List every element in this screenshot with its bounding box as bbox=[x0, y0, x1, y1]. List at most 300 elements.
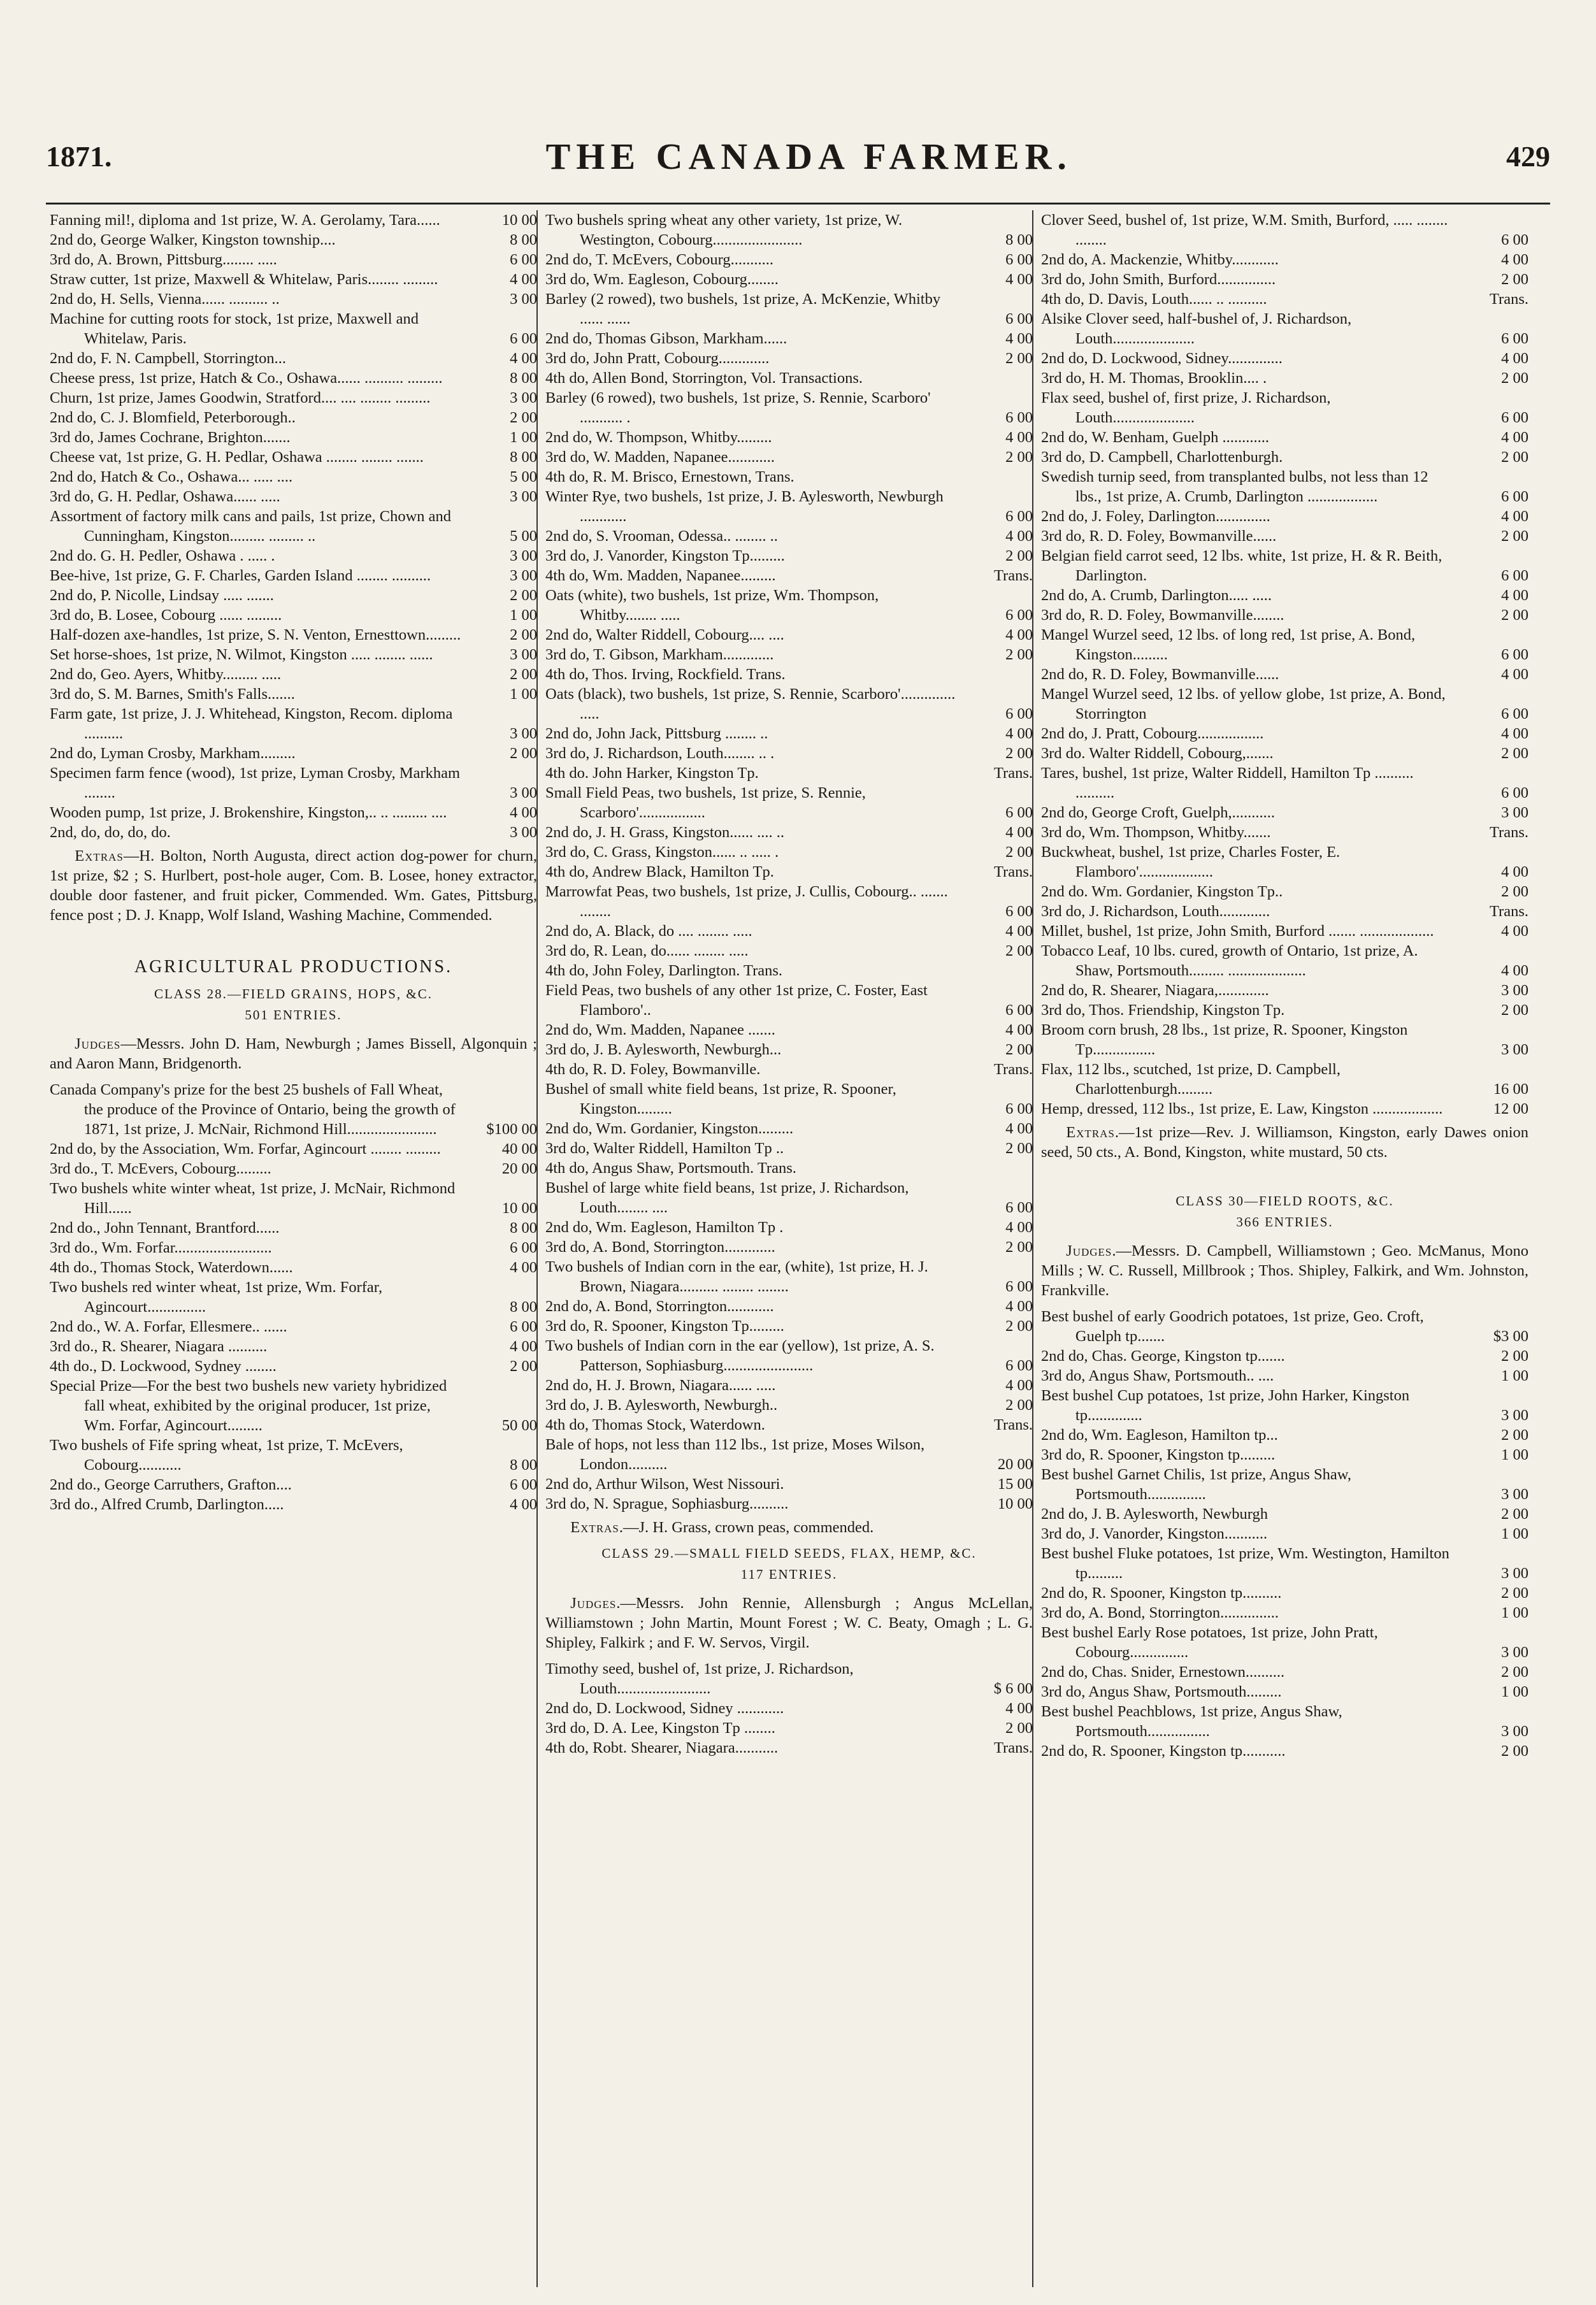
prize-amount: 4 00 bbox=[510, 1338, 537, 1355]
prize-amount: 6 00 bbox=[1005, 310, 1033, 327]
entry-text: Belgian field carrot seed, 12 lbs. white, 1st prize, H. & R. Beith, Darlington. bbox=[1041, 547, 1442, 584]
prize-amount: 2 00 bbox=[1501, 883, 1528, 900]
entry-text: Canada Company's prize for the best 25 bushels of Fall Wheat, the produce of the Province of Ontario, being the growth of 1871, 1st prize, J. McNair, Richmond Hill....................... bbox=[50, 1081, 456, 1138]
prize-amount: 20 00 bbox=[501, 1160, 537, 1177]
lead-in: Judges bbox=[75, 1035, 121, 1052]
prize-amount: 3 00 bbox=[1501, 982, 1528, 999]
prize-entry bbox=[1041, 1307, 1528, 1346]
entry-text: Timothy seed, bushel of, 1st prize, J. Richardson, Louth........................ bbox=[545, 1660, 854, 1697]
prize-amount: 6 00 bbox=[1005, 1100, 1033, 1117]
prize-amount: 4 00 bbox=[1501, 350, 1528, 367]
prize-amount: 4 00 bbox=[510, 804, 537, 821]
entry-text: 3rd do, G. H. Pedlar, Oshawa...... ..... bbox=[50, 488, 280, 505]
prize-entry bbox=[545, 566, 1033, 585]
prize-amount: 6 00 bbox=[1005, 705, 1033, 722]
prize-amount: 6 00 bbox=[1005, 1199, 1033, 1216]
entry-text: 4th do, Wm. Madden, Napanee......... bbox=[545, 567, 776, 584]
prize-amount: Trans. bbox=[993, 1416, 1033, 1433]
prize-entry bbox=[545, 763, 1033, 783]
entry-text: 3rd do., R. Shearer, Niagara .......... bbox=[50, 1338, 268, 1355]
entry-text: 3rd do, D. Campbell, Charlottenburgh. bbox=[1041, 449, 1283, 466]
entry-text: 2nd do, R. D. Foley, Bowmanville...... bbox=[1041, 666, 1279, 683]
prize-entry bbox=[545, 487, 1033, 526]
spacer bbox=[1041, 1168, 1528, 1186]
prize-amount: 2 00 bbox=[1501, 1505, 1528, 1523]
prize-amount: 4 00 bbox=[510, 1496, 537, 1513]
prize-entry bbox=[545, 1237, 1033, 1257]
entry-text: 2nd do, S. Vrooman, Odessa.. ........ .. bbox=[545, 528, 778, 545]
entry-text: 2nd do, George Walker, Kingston township.... bbox=[50, 231, 336, 248]
entry-text: Best bushel Cup potatoes, 1st prize, John Harker, Kingston tp.............. bbox=[1041, 1387, 1410, 1424]
prize-entry bbox=[50, 605, 537, 625]
prize-amount: 1 00 bbox=[510, 607, 537, 624]
prize-entry bbox=[1041, 1020, 1528, 1059]
prize-amount: 1 00 bbox=[1501, 1446, 1528, 1463]
prize-entry bbox=[1041, 743, 1528, 763]
entry-text: 3rd do, R. D. Foley, Bowmanville........ bbox=[1041, 607, 1284, 624]
entry-text: Oats (black), two bushels, 1st prize, S. Rennie, Scarboro'.............. ..... bbox=[545, 686, 956, 722]
entry-text: 3rd do, R. Spooner, Kingston Tp......... bbox=[545, 1318, 784, 1335]
prize-amount: 4 00 bbox=[1005, 725, 1033, 742]
entry-text: 3rd do, Wm. Thompson, Whitby....... bbox=[1041, 824, 1271, 841]
prize-entry bbox=[50, 645, 537, 664]
prize-amount: 3 00 bbox=[510, 488, 537, 505]
prize-amount: 2 00 bbox=[1501, 607, 1528, 624]
entry-text: 4th do. John Harker, Kingston Tp. bbox=[545, 765, 759, 782]
prize-amount: 10 00 bbox=[997, 1495, 1033, 1512]
prize-entry bbox=[50, 585, 537, 605]
prize-entry bbox=[545, 743, 1033, 763]
prize-amount: 6 00 bbox=[1005, 804, 1033, 821]
prize-amount: 4 00 bbox=[1501, 429, 1528, 446]
paragraph bbox=[1041, 1123, 1528, 1162]
entry-text: 4th do, Andrew Black, Hamilton Tp. bbox=[545, 863, 774, 880]
entry-text: Half-dozen axe-handles, 1st prize, S. N. Venton, Ernesttown......... bbox=[50, 626, 461, 643]
prize-entry bbox=[1041, 546, 1528, 585]
entry-text: 2nd do, Hatch & Co., Oshawa... ..... .... bbox=[50, 468, 293, 485]
prize-amount: 8 00 bbox=[510, 1298, 537, 1316]
paragraph-text: .—J. H. Grass, crown peas, commended. bbox=[619, 1519, 874, 1536]
prize-amount: 4 00 bbox=[1005, 1219, 1033, 1236]
prize-entry bbox=[50, 1376, 537, 1435]
prize-entry bbox=[545, 1257, 1033, 1296]
prize-amount: 6 00 bbox=[1501, 409, 1528, 426]
prize-entry bbox=[1041, 447, 1528, 467]
prize-amount: 2 00 bbox=[510, 587, 537, 604]
prize-amount: 10 00 bbox=[501, 1200, 537, 1217]
prize-amount: 3 00 bbox=[510, 784, 537, 801]
prize-amount: 4 00 bbox=[510, 1259, 537, 1276]
entry-text: 4th do, Allen Bond, Storrington, Vol. Transactions. bbox=[545, 370, 863, 387]
prize-amount: 6 00 bbox=[510, 1239, 537, 1256]
entry-text: 3rd do, John Smith, Burford............... bbox=[1041, 271, 1276, 288]
entry-text: 4th do, R. D. Foley, Bowmanville. bbox=[545, 1061, 761, 1078]
prize-entry bbox=[1041, 921, 1528, 941]
prize-amount: 3 00 bbox=[1501, 1486, 1528, 1503]
prize-entry bbox=[1041, 1583, 1528, 1603]
prize-amount: 10 00 bbox=[501, 212, 537, 229]
prize-amount: 2 00 bbox=[1501, 1002, 1528, 1019]
prize-entry bbox=[1041, 822, 1528, 842]
prize-entry bbox=[50, 427, 537, 447]
prize-entry bbox=[545, 526, 1033, 546]
entry-text: Specimen farm fence (wood), 1st prize, Lyman Crosby, Markham ........ bbox=[50, 765, 461, 801]
prize-amount: 2 00 bbox=[510, 409, 537, 426]
prize-entry bbox=[545, 1698, 1033, 1718]
prize-amount: 1 00 bbox=[510, 686, 537, 703]
prize-entry bbox=[545, 645, 1033, 664]
entry-text: Two bushels of Indian corn in the ear (yellow), 1st prize, A. S. Patterson, Sophiasburg....................... bbox=[545, 1337, 935, 1374]
entry-text: Two bushels red winter wheat, 1st prize, Wm. Forfar, Agincourt............... bbox=[50, 1279, 383, 1316]
prize-entry bbox=[1041, 1386, 1528, 1425]
paragraph bbox=[545, 1518, 1033, 1537]
entry-text: 4th do, Thos. Irving, Rockfield. Trans. bbox=[545, 666, 786, 683]
prize-amount: 4 00 bbox=[1005, 1120, 1033, 1137]
masthead bbox=[46, 127, 1550, 185]
prize-entry bbox=[1041, 1425, 1528, 1445]
prize-entry bbox=[1041, 1623, 1528, 1662]
prize-amount: 1 00 bbox=[1501, 1604, 1528, 1621]
entry-text: 4th do., D. Lockwood, Sydney ........ bbox=[50, 1358, 277, 1375]
prize-entry bbox=[50, 546, 537, 566]
prize-entry bbox=[545, 1738, 1033, 1758]
prize-entry bbox=[50, 803, 537, 822]
prize-amount: 2 00 bbox=[1005, 1140, 1033, 1157]
prize-amount: 4 00 bbox=[1005, 923, 1033, 940]
entry-text: Assortment of factory milk cans and pails, 1st prize, Chown and Cunningham, Kingston......... ......... .. bbox=[50, 508, 452, 545]
entry-text: 2nd do, R. Shearer, Niagara,............. bbox=[1041, 982, 1269, 999]
entry-text: 3rd do., T. McEvers, Cobourg......... bbox=[50, 1160, 271, 1177]
prize-amount: 4 00 bbox=[1501, 666, 1528, 683]
prize-entry bbox=[50, 269, 537, 289]
prize-amount: 4 00 bbox=[510, 271, 537, 288]
prize-entry bbox=[545, 842, 1033, 862]
prize-amount: 4 00 bbox=[1005, 271, 1033, 288]
entry-text: 2nd do, D. Lockwood, Sidney ............ bbox=[545, 1700, 784, 1717]
prize-entry bbox=[1041, 1662, 1528, 1682]
prize-entry bbox=[1041, 1465, 1528, 1504]
prize-entry bbox=[1041, 625, 1528, 664]
prize-entry bbox=[50, 1317, 537, 1337]
entry-text: Special Prize—For the best two bushels new variety hybridized fall wheat, exhibited by the original producer, 1st prize, Wm. Forfar, Agincourt......... bbox=[50, 1377, 447, 1434]
lead-in: Extras bbox=[1066, 1124, 1115, 1141]
entry-text: 3rd do, W. Madden, Napanee............ bbox=[545, 449, 775, 466]
prize-entry bbox=[50, 467, 537, 487]
paragraph bbox=[545, 1593, 1033, 1653]
prize-amount: 4 00 bbox=[1501, 923, 1528, 940]
entry-text: 3rd do., Wm. Forfar......................... bbox=[50, 1239, 272, 1256]
prize-entry bbox=[545, 1494, 1033, 1514]
prize-entry bbox=[545, 1435, 1033, 1474]
prize-amount: 6 00 bbox=[1005, 607, 1033, 624]
prize-entry bbox=[545, 467, 1033, 487]
entry-text: Mangel Wurzel seed, 12 lbs. of long red, 1st prise, A. Bond, Kingston......... bbox=[1041, 626, 1416, 663]
prize-entry bbox=[50, 1475, 537, 1495]
prize-entry bbox=[1041, 388, 1528, 427]
prize-entry bbox=[1041, 803, 1528, 822]
paragraph-text: .—1st prize—Rev. J. Williamson, Kingston, early Dawes onion seed, 50 cts., A. Bond, Kingston, white mustard, 50 cts. bbox=[1041, 1124, 1528, 1161]
prize-entry bbox=[1041, 309, 1528, 348]
prize-amount: 4 00 bbox=[1005, 626, 1033, 643]
prize-entry bbox=[50, 1277, 537, 1317]
entry-text: Best bushel Peachblows, 1st prize, Angus Shaw, Portsmouth................ bbox=[1041, 1703, 1342, 1740]
entry-text: 3rd do. Walter Riddell, Cobourg,....... bbox=[1041, 745, 1274, 762]
prize-amount: 3 00 bbox=[1501, 1723, 1528, 1740]
prize-entry bbox=[1041, 664, 1528, 684]
prize-amount: 2 00 bbox=[1005, 1318, 1033, 1335]
prize-amount: Trans. bbox=[993, 863, 1033, 880]
prize-amount: 20 00 bbox=[997, 1456, 1033, 1473]
prize-entry bbox=[545, 980, 1033, 1020]
entry-text: Hemp, dressed, 112 lbs., 1st prize, E. Law, Kingston .................. bbox=[1041, 1100, 1443, 1117]
column-divider bbox=[536, 210, 538, 2287]
prize-entry bbox=[50, 506, 537, 546]
entry-text: 2nd do, Chas. Snider, Ernestown.......... bbox=[1041, 1663, 1285, 1681]
prize-entry bbox=[545, 664, 1033, 684]
prize-entry bbox=[545, 1020, 1033, 1040]
prize-entry bbox=[545, 1316, 1033, 1336]
entry-text: 4th do, Thomas Stock, Waterdown. bbox=[545, 1416, 765, 1433]
entry-text: 2nd do, A. Bond, Storrington............ bbox=[545, 1298, 774, 1315]
prize-amount: 5 00 bbox=[510, 468, 537, 485]
entry-text: 2nd do, W. Thompson, Whitby......... bbox=[545, 429, 772, 446]
entry-text: Mangel Wurzel seed, 12 lbs. of yellow globe, 1st prize, A. Bond, Storrington bbox=[1041, 686, 1446, 722]
prize-entry bbox=[545, 1178, 1033, 1217]
prize-entry bbox=[545, 447, 1033, 467]
prize-amount: 5 00 bbox=[510, 528, 537, 545]
entry-text: 3rd do, Walter Riddell, Hamilton Tp .. bbox=[545, 1140, 784, 1157]
lead-in: Extras bbox=[75, 847, 124, 865]
column-divider bbox=[1032, 210, 1033, 2287]
prize-amount: 2 00 bbox=[1501, 1426, 1528, 1444]
prize-amount: 2 00 bbox=[1501, 271, 1528, 288]
entry-text: 2nd, do, do, do, do. bbox=[50, 824, 171, 841]
entry-text: 2nd do., John Tennant, Brantford...... bbox=[50, 1219, 280, 1237]
prize-entry bbox=[545, 1138, 1033, 1158]
entry-text: Set horse-shoes, 1st prize, N. Wilmot, Kingston ..... ........ ...... bbox=[50, 646, 433, 663]
entry-text: Field Peas, two bushels of any other 1st prize, C. Foster, East Flamboro'.. bbox=[545, 982, 928, 1019]
prize-entry bbox=[545, 1059, 1033, 1079]
prize-amount: 4 00 bbox=[1501, 863, 1528, 880]
entry-text: Bale of hops, not less than 112 lbs., 1st prize, Moses Wilson, London.......... bbox=[545, 1436, 925, 1473]
prize-amount: 2 00 bbox=[1005, 844, 1033, 861]
prize-amount: 2 00 bbox=[1501, 449, 1528, 466]
prize-amount: 6 00 bbox=[1501, 646, 1528, 663]
prize-amount: 3 00 bbox=[1501, 804, 1528, 821]
prize-amount: 8 00 bbox=[510, 370, 537, 387]
prize-entry bbox=[1041, 882, 1528, 901]
prize-amount: 4 00 bbox=[1005, 330, 1033, 347]
lead-in: Judges bbox=[1066, 1242, 1112, 1260]
prize-entry bbox=[1041, 467, 1528, 506]
prize-entry bbox=[545, 1395, 1033, 1415]
entry-text: 2nd do, F. N. Campbell, Storrington... bbox=[50, 350, 286, 367]
prize-entry bbox=[545, 822, 1033, 842]
paragraph bbox=[50, 846, 537, 925]
page-number: 429 bbox=[1506, 140, 1550, 173]
prize-entry bbox=[50, 625, 537, 645]
entry-text: 2nd do., George Carruthers, Grafton.... bbox=[50, 1476, 292, 1493]
prize-entry bbox=[50, 743, 537, 763]
prize-amount: $ 6 00 bbox=[993, 1680, 1033, 1697]
entry-text: 2nd do. Wm. Gordanier, Kingston Tp.. bbox=[1041, 883, 1283, 900]
prize-entry bbox=[545, 1119, 1033, 1138]
prize-entry bbox=[545, 684, 1033, 724]
prize-entry bbox=[50, 664, 537, 684]
prize-entry bbox=[1041, 1366, 1528, 1386]
column-3 bbox=[1041, 210, 1528, 2287]
paragraph-text: .—Messrs. D. Campbell, Williamstown ; Geo. McManus, Mono Mills ; W. C. Russell, Millbrook ; Thos. Shipley, Falkirk, and Wm. Johnston, Frankville. bbox=[1041, 1242, 1528, 1299]
prize-amount: 6 00 bbox=[1005, 508, 1033, 525]
prize-entry bbox=[1041, 585, 1528, 605]
paragraph-text: —H. Bolton, North Augusta, direct action dog-power for churn, 1st prize, $2 ; S. Hurlbert, post-hole auger, Com. B. Losee, honey extractor, double door fastener, and fruit picker, Commended. Wm. Gates, Pittsburg, fence post ; D. J. Knapp, Wolf Island, Washing Machine, Commended. bbox=[50, 847, 537, 924]
prize-entry bbox=[545, 862, 1033, 882]
entry-text: 2nd do, P. Nicolle, Lindsay ..... ....... bbox=[50, 587, 274, 604]
entry-text: 3rd do, R. D. Foley, Bowmanville...... bbox=[1041, 528, 1277, 545]
entry-text: Tobacco Leaf, 10 lbs. cured, growth of Ontario, 1st prize, A. Shaw, Portsmouth......... .................... bbox=[1041, 942, 1418, 979]
prize-entry bbox=[1041, 763, 1528, 803]
entry-text: 2nd do., W. A. Forfar, Ellesmere.. ...... bbox=[50, 1318, 287, 1335]
prize-entry bbox=[50, 1258, 537, 1277]
prize-amount: 3 00 bbox=[510, 824, 537, 841]
prize-amount: 6 00 bbox=[1005, 903, 1033, 920]
prize-entry bbox=[50, 1356, 537, 1376]
prize-entry bbox=[1041, 842, 1528, 882]
entry-text: 3rd do, John Pratt, Cobourg............. bbox=[545, 350, 770, 367]
class-heading: CLASS 30—FIELD ROOTS, &C. bbox=[1175, 1193, 1394, 1209]
prize-amount: 8 00 bbox=[1005, 231, 1033, 248]
prize-entry bbox=[1041, 980, 1528, 1000]
prize-amount: Trans. bbox=[993, 1061, 1033, 1078]
entry-text: 2nd do, J. Foley, Darlington.............. bbox=[1041, 508, 1270, 525]
entry-text: 3rd do, J. B. Aylesworth, Newburgh.. bbox=[545, 1397, 778, 1414]
paragraph bbox=[1041, 1241, 1528, 1300]
entry-text: 3rd do., Alfred Crumb, Darlington..... bbox=[50, 1496, 284, 1513]
entry-text: Bushel of large white field beans, 1st prize, J. Richardson, Louth........ .... bbox=[545, 1179, 909, 1216]
prize-amount: 1 00 bbox=[510, 429, 537, 446]
entry-text: Small Field Peas, two bushels, 1st prize, S. Rennie, Scarboro'................. bbox=[545, 784, 866, 821]
section-heading: AGRICULTURAL PRODUCTIONS. bbox=[134, 957, 453, 977]
prize-entry bbox=[50, 230, 537, 250]
entry-text: Buckwheat, bushel, 1st prize, Charles Foster, E. Flamboro'................... bbox=[1041, 844, 1341, 880]
entries-count: 366 ENTRIES. bbox=[1236, 1214, 1334, 1230]
prize-entry bbox=[1041, 368, 1528, 388]
entry-text: 2nd do, T. McEvers, Cobourg........... bbox=[545, 251, 773, 268]
prize-entry bbox=[545, 1336, 1033, 1375]
prize-amount: 4 00 bbox=[1501, 962, 1528, 979]
prize-entry bbox=[545, 1296, 1033, 1316]
prize-entry bbox=[50, 408, 537, 427]
prize-amount: 4 00 bbox=[1005, 528, 1033, 545]
entry-text: Farm gate, 1st prize, J. J. Whitehead, Kingston, Recom. diploma .......... bbox=[50, 705, 453, 742]
prize-entry bbox=[1041, 1524, 1528, 1544]
prize-amount: 4 00 bbox=[1005, 1377, 1033, 1394]
prize-amount: 2 00 bbox=[510, 745, 537, 762]
prize-entry bbox=[545, 289, 1033, 329]
prize-entry bbox=[1041, 269, 1528, 289]
entry-text: Tares, bushel, 1st prize, Walter Riddell, Hamilton Tp .......... .......... bbox=[1041, 765, 1414, 801]
prize-entry bbox=[545, 724, 1033, 743]
prize-entry bbox=[545, 1217, 1033, 1237]
prize-amount: 6 00 bbox=[1005, 409, 1033, 426]
entries-count: 117 ENTRIES. bbox=[740, 1567, 838, 1582]
prize-amount: 2 00 bbox=[1005, 547, 1033, 564]
entry-text: 3rd do, R. Spooner, Kingston tp......... bbox=[1041, 1446, 1276, 1463]
prize-entry bbox=[1041, 348, 1528, 368]
prize-entry bbox=[1041, 250, 1528, 269]
prize-amount: 2 00 bbox=[1501, 1347, 1528, 1365]
entry-text: 2nd do, C. J. Blomfield, Peterborough.. bbox=[50, 409, 296, 426]
prize-entry bbox=[545, 368, 1033, 388]
entry-text: 3rd do, T. Gibson, Markham............. bbox=[545, 646, 774, 663]
prize-amount: 2 00 bbox=[510, 626, 537, 643]
entry-text: Best bushel Early Rose potatoes, 1st prize, John Pratt, Cobourg............... bbox=[1041, 1624, 1378, 1661]
prize-entry bbox=[50, 309, 537, 348]
prize-entry bbox=[545, 1375, 1033, 1395]
paragraph-text: .—Messrs. John Rennie, Allensburgh ; Angus McLellan, Williamstown ; John Martin, Mount Forest ; W. C. Beaty, Omagh ; L. G. Shipley, Falkirk ; and F. W. Servos, Virgil. bbox=[545, 1595, 1033, 1651]
prize-amount: 6 00 bbox=[1005, 251, 1033, 268]
entry-text: 3rd do, R. Lean, do...... ........ ..... bbox=[545, 942, 749, 959]
prize-amount: 2 00 bbox=[1501, 1742, 1528, 1760]
prize-amount: 1 00 bbox=[1501, 1367, 1528, 1384]
prize-entry bbox=[545, 1158, 1033, 1178]
entry-text: Oats (white), two bushels, 1st prize, Wm. Thompson, Whitby........ ..... bbox=[545, 587, 879, 624]
prize-amount: 3 00 bbox=[510, 567, 537, 584]
entry-text: 3rd do, Wm. Eagleson, Cobourg........ bbox=[545, 271, 779, 288]
prize-amount: 3 00 bbox=[1501, 1041, 1528, 1058]
header-rule bbox=[46, 203, 1550, 205]
prize-amount: 15 00 bbox=[997, 1476, 1033, 1493]
entry-text: 2nd do, J. H. Grass, Kingston...... .... .. bbox=[545, 824, 784, 841]
entry-text: 2nd do, Chas. George, Kingston tp....... bbox=[1041, 1347, 1285, 1365]
prize-entry bbox=[50, 1435, 537, 1475]
prize-entry bbox=[50, 1159, 537, 1179]
prize-amount: 3 00 bbox=[510, 389, 537, 406]
entry-text: 2nd do, Wm. Eagleson, Hamilton tp... bbox=[1041, 1426, 1278, 1444]
entry-text: Best bushel of early Goodrich potatoes, 1st prize, Geo. Croft, Guelph tp....... bbox=[1041, 1308, 1424, 1345]
prize-entry bbox=[1041, 526, 1528, 546]
prize-amount: 8 00 bbox=[510, 1219, 537, 1237]
prize-amount: 6 00 bbox=[510, 251, 537, 268]
entry-text: 3rd do, J. B. Aylesworth, Newburgh... bbox=[545, 1041, 782, 1058]
entry-text: Alsike Clover seed, half-bushel of, J. Richardson, Louth..................... bbox=[1041, 310, 1352, 347]
prize-entry bbox=[50, 1139, 537, 1159]
prize-entry bbox=[50, 763, 537, 803]
prize-amount: 2 00 bbox=[1501, 745, 1528, 762]
prize-entry bbox=[545, 625, 1033, 645]
entry-text: 2nd do, by the Association, Wm. Forfar, Agincourt ........ ......... bbox=[50, 1140, 441, 1158]
entry-text: 2nd do, R. Spooner, Kingston tp........... bbox=[1041, 1742, 1286, 1760]
prize-amount: 2 00 bbox=[1501, 370, 1528, 387]
prize-amount: 4 00 bbox=[1005, 1700, 1033, 1717]
prize-amount: Trans. bbox=[993, 765, 1033, 782]
prize-entry bbox=[50, 566, 537, 585]
entry-text: 4th do, John Foley, Darlington. Trans. bbox=[545, 962, 783, 979]
prize-entry bbox=[50, 210, 537, 230]
prize-entry bbox=[1041, 1000, 1528, 1020]
entry-text: 2nd do, Lyman Crosby, Markham......... bbox=[50, 745, 296, 762]
entry-text: Churn, 1st prize, James Goodwin, Stratford.... .... ........ ......... bbox=[50, 389, 431, 406]
prize-amount: 2 00 bbox=[1501, 1584, 1528, 1602]
prize-entry bbox=[545, 585, 1033, 625]
prize-entry bbox=[50, 1080, 537, 1139]
entry-text: 4th do., Thomas Stock, Waterdown...... bbox=[50, 1259, 293, 1276]
prize-entry bbox=[545, 210, 1033, 250]
entry-text: 2nd do, A. Black, do .... ........ ..... bbox=[545, 923, 752, 940]
entry-text: 3rd do, D. A. Lee, Kingston Tp ........ bbox=[545, 1720, 775, 1737]
entry-text: Two bushels white winter wheat, 1st prize, J. McNair, Richmond Hill...... bbox=[50, 1180, 456, 1217]
prize-entry bbox=[545, 1415, 1033, 1435]
